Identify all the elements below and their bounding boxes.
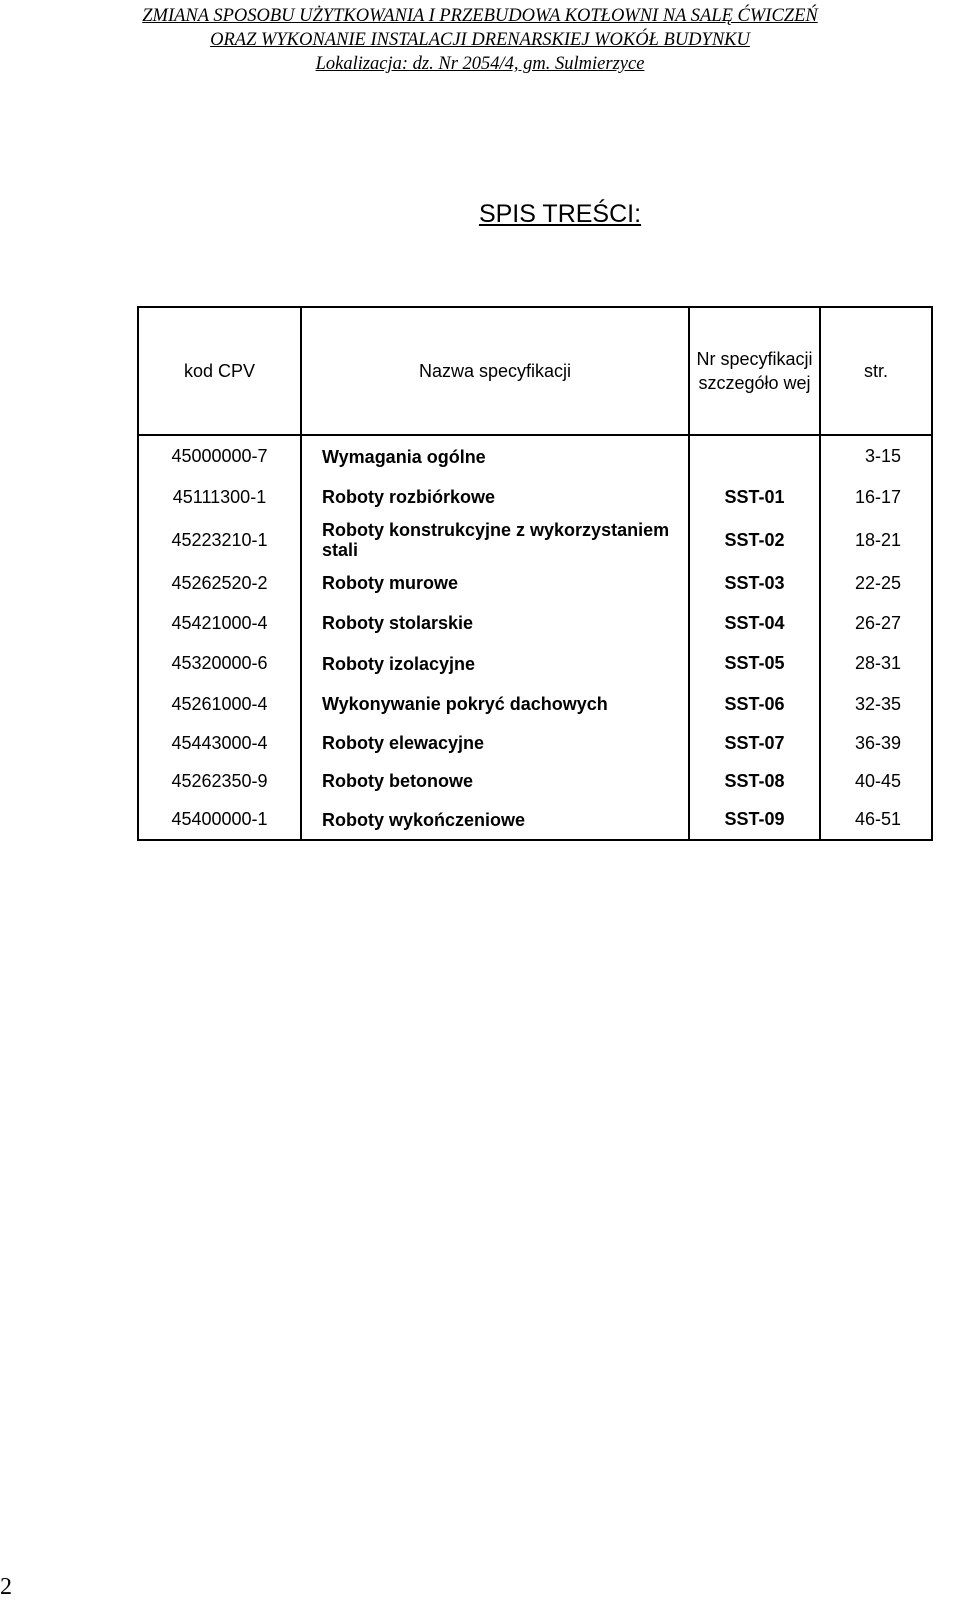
cell-spec: SST-04 bbox=[689, 603, 820, 643]
header-line-1: ZMIANA SPOSOBU UŻYTKOWANIA I PRZEBUDOWA KOTŁOWNI NA SALĘ ĆWICZEŃ bbox=[142, 6, 818, 26]
header-name: Nazwa specyfikacji bbox=[301, 307, 689, 435]
cell-name: Roboty konstrukcyjne z wykorzystaniem stali bbox=[301, 517, 689, 563]
cell-pages: 16-17 bbox=[820, 477, 932, 517]
table-row bbox=[138, 603, 932, 643]
cell-code: 45000000-7 bbox=[138, 435, 301, 477]
cell-pages: 26-27 bbox=[820, 603, 932, 643]
cell-name: Roboty wykończeniowe bbox=[301, 800, 689, 840]
cell-pages: 46-51 bbox=[820, 800, 932, 840]
table-row bbox=[138, 563, 932, 603]
table-row bbox=[138, 762, 932, 800]
cell-spec: SST-06 bbox=[689, 684, 820, 724]
cell-pages: 32-35 bbox=[820, 684, 932, 724]
table-row bbox=[138, 643, 932, 684]
cell-name: Wymagania ogólne bbox=[301, 435, 689, 477]
cell-spec: SST-09 bbox=[689, 800, 820, 840]
cell-code: 45262520-2 bbox=[138, 563, 301, 603]
cell-name: Roboty stolarskie bbox=[301, 603, 689, 643]
cell-spec: SST-01 bbox=[689, 477, 820, 517]
cell-pages: 22-25 bbox=[820, 563, 932, 603]
cell-code: 45262350-9 bbox=[138, 762, 301, 800]
cell-spec bbox=[689, 435, 820, 477]
document-header bbox=[0, 4, 960, 76]
cell-name: Roboty murowe bbox=[301, 563, 689, 603]
header-line-2: ORAZ WYKONANIE INSTALACJI DRENARSKIEJ WOKÓŁ BUDYNKU bbox=[210, 30, 750, 50]
header-code: kod CPV bbox=[138, 307, 301, 435]
cell-code: 45111300-1 bbox=[138, 477, 301, 517]
page-number: 2 bbox=[0, 1574, 12, 1600]
cell-spec: SST-05 bbox=[689, 643, 820, 684]
cell-code: 45400000-1 bbox=[138, 800, 301, 840]
cell-code: 45443000-4 bbox=[138, 724, 301, 762]
page-title: SPIS TREŚCI: bbox=[478, 200, 642, 228]
header-pages: str. bbox=[820, 307, 932, 435]
table-row bbox=[138, 800, 932, 840]
cell-pages: 3-15 bbox=[820, 435, 932, 477]
header-spec: Nr specyfikacji szczegóło wej bbox=[689, 307, 820, 435]
cell-code: 45261000-4 bbox=[138, 684, 301, 724]
cell-name: Roboty rozbiórkowe bbox=[301, 477, 689, 517]
cell-code: 45223210-1 bbox=[138, 517, 301, 563]
table-row bbox=[138, 684, 932, 724]
cell-spec: SST-03 bbox=[689, 563, 820, 603]
table-row bbox=[138, 477, 932, 517]
cell-pages: 40-45 bbox=[820, 762, 932, 800]
toc-table bbox=[137, 306, 933, 841]
cell-code: 45320000-6 bbox=[138, 643, 301, 684]
cell-pages: 18-21 bbox=[820, 517, 932, 563]
cell-name: Roboty betonowe bbox=[301, 762, 689, 800]
toc-body bbox=[138, 435, 932, 840]
cell-pages: 36-39 bbox=[820, 724, 932, 762]
cell-name: Wykonywanie pokryć dachowych bbox=[301, 684, 689, 724]
toc-header-row bbox=[138, 307, 932, 435]
table-row bbox=[138, 724, 932, 762]
table-row bbox=[138, 435, 932, 477]
cell-name: Roboty izolacyjne bbox=[301, 643, 689, 684]
cell-spec: SST-02 bbox=[689, 517, 820, 563]
cell-code: 45421000-4 bbox=[138, 603, 301, 643]
cell-name: Roboty elewacyjne bbox=[301, 724, 689, 762]
cell-spec: SST-08 bbox=[689, 762, 820, 800]
table-row bbox=[138, 517, 932, 563]
header-line-3: Lokalizacja: dz. Nr 2054/4, gm. Sulmierzyce bbox=[315, 54, 645, 74]
cell-pages: 28-31 bbox=[820, 643, 932, 684]
cell-spec: SST-07 bbox=[689, 724, 820, 762]
